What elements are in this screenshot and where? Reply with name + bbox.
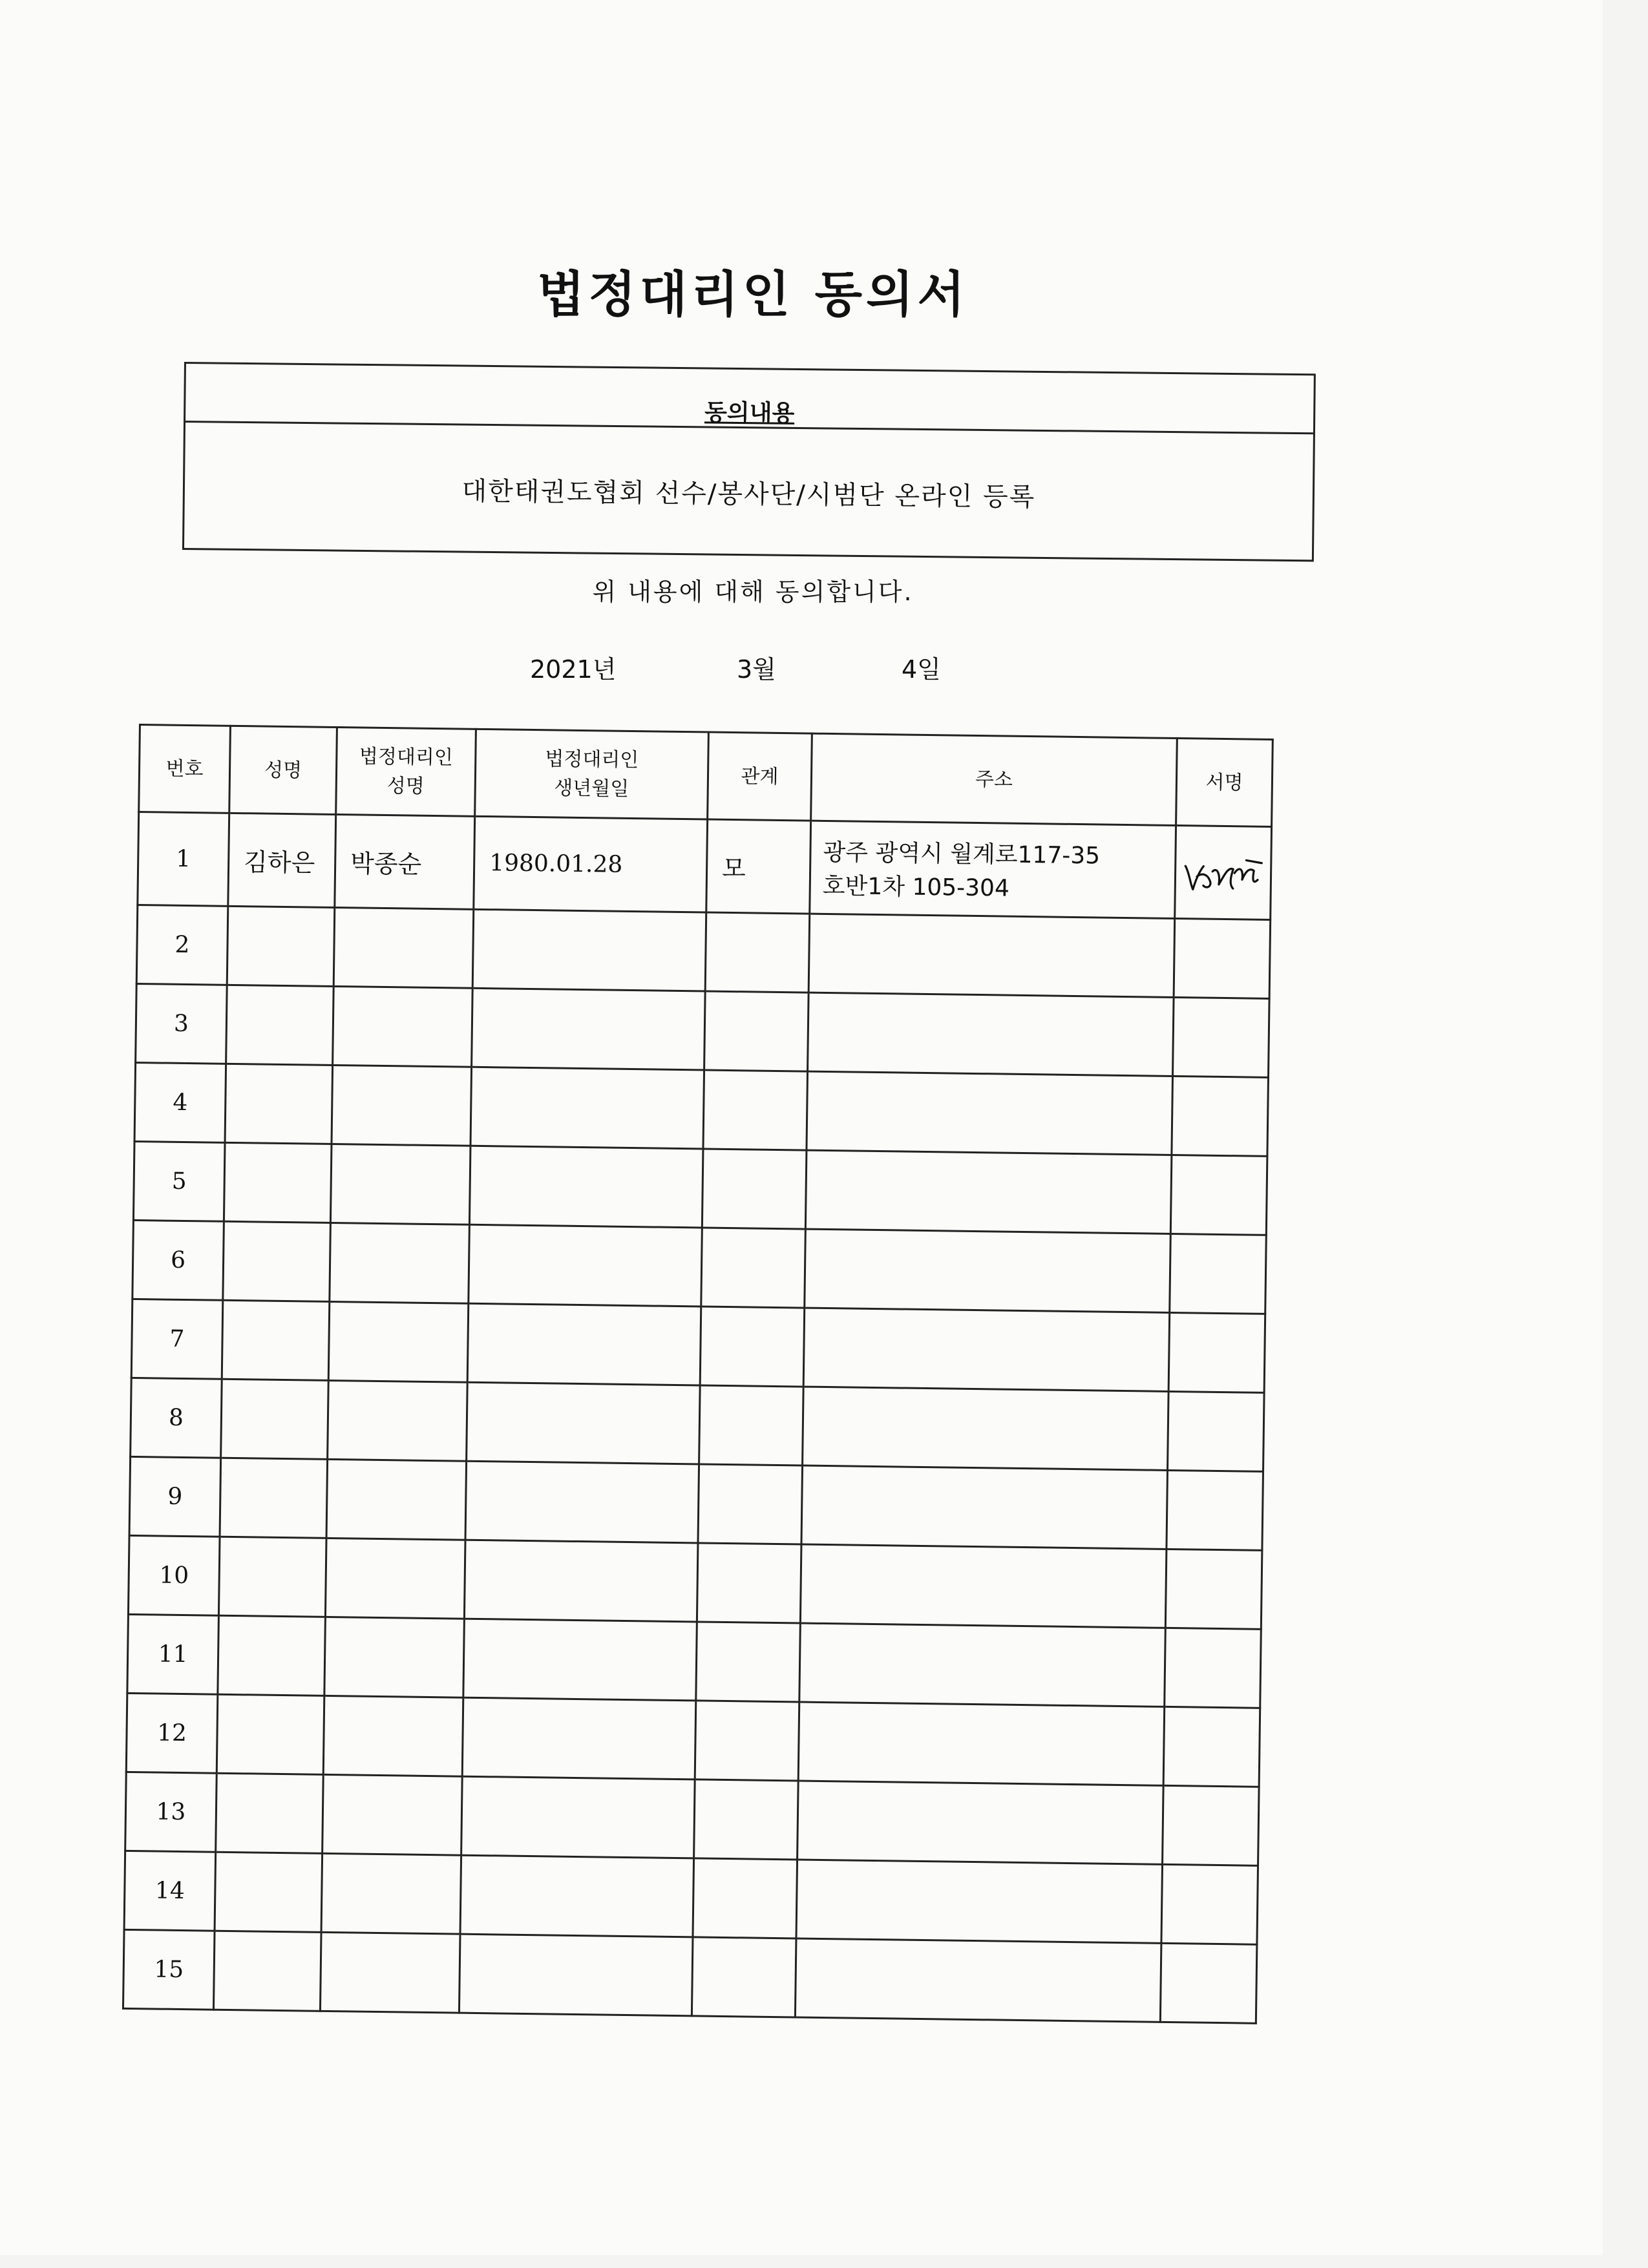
table-row: 13 [125, 1772, 1259, 1865]
table-row: 3 [136, 983, 1269, 1077]
table-row: 6 [132, 1220, 1266, 1314]
header-guardian-name: 법정대리인 성명 [336, 728, 476, 817]
table-row: 14 [124, 1851, 1258, 1944]
guardian-table [122, 724, 1274, 2024]
table-row [138, 812, 1272, 920]
document-title: 법정대리인 동의서 [537, 266, 969, 323]
table-row: 8 [131, 1378, 1264, 1471]
table-row: 10 [128, 1535, 1262, 1629]
row-signature [1175, 826, 1272, 920]
row-address: 광주 광역시 월계로117-35 호반1차 105-304 [810, 821, 1176, 918]
row-relation: 모 [706, 819, 811, 914]
table-row: 4 [134, 1062, 1268, 1156]
header-address: 주소 [811, 733, 1178, 825]
table-row: 2 [136, 905, 1270, 998]
row-guardian-name: 박종순 [335, 815, 475, 910]
table-row: 7 [131, 1299, 1265, 1392]
table-row: 15 [123, 1929, 1256, 2023]
date-year: 2021년 [530, 655, 617, 684]
consent-text: 대한태권도협회 선수/봉사단/시범단 온라인 등록 [461, 476, 1036, 512]
date-month: 3월 [737, 655, 776, 684]
header-guardian-birth: 법정대리인 생년월일 [475, 729, 709, 819]
table-row: 11 [127, 1614, 1261, 1708]
header-relation: 관계 [708, 732, 812, 821]
header-no: 번호 [139, 725, 231, 814]
table-header-row [139, 725, 1273, 827]
row-no: 1 [138, 812, 229, 907]
table-row: 12 [126, 1693, 1260, 1787]
date-day: 4일 [902, 655, 941, 684]
consent-box [182, 362, 1316, 562]
table-row: 5 [133, 1141, 1267, 1235]
row-name: 김하은 [228, 813, 336, 907]
agreement-statement: 위 내용에 대해 동의합니다. [592, 578, 914, 606]
table-row: 9 [129, 1456, 1263, 1550]
row-guardian-birth: 1980.01.28 [474, 816, 708, 912]
header-signature: 서명 [1176, 739, 1273, 827]
consent-header: 동의내용 [704, 399, 795, 427]
handwritten-signature [1181, 846, 1265, 899]
header-name: 성명 [229, 726, 337, 814]
